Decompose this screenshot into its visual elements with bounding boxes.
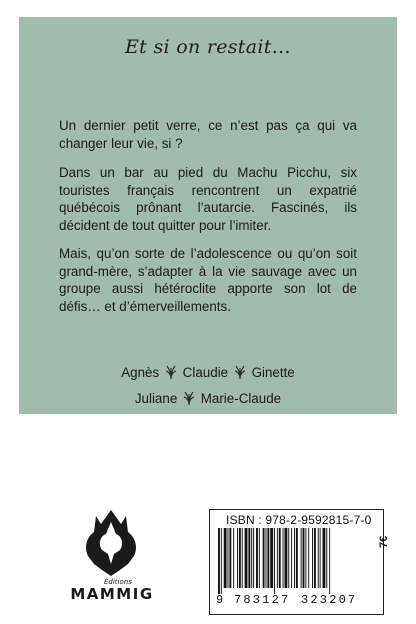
barcode-bar [318,528,319,588]
isbn-label: ISBN : 978-2-9592815-7-0 [226,513,372,527]
back-cover-panel [19,17,397,414]
authors-line-2 [19,391,397,406]
blurb-paragraph-1: Un dernier petit verre, ce n’est pas ça qui va changer leur vie, si ? [59,118,357,151]
barcode-bar [308,528,309,588]
barcode-bar [294,528,295,588]
barcode-bar [279,528,281,588]
barcode-bar [277,528,278,588]
barcode-bar [248,528,250,588]
author-name: Juliane [134,391,178,406]
grass-sprig-icon [234,365,246,379]
price-label: 7€ [378,535,390,548]
publisher-name: MAMMIG [70,585,154,603]
author-name: Ginette [251,365,295,380]
barcode-bar [267,528,269,588]
barcode-bar [263,528,265,588]
barcode-right-digits: 323207 [301,593,358,607]
barcode-bar [312,528,313,588]
barcode [214,528,362,594]
barcode-bar [296,528,298,588]
barcode-first-digit: 9 [216,593,224,607]
author-name: Agnès [121,365,160,380]
barcode-bar [237,528,238,588]
barcode-bar [256,528,258,588]
barcode-bar [270,528,273,588]
author-name: Marie-Claude [200,391,282,406]
grass-sprig-icon [183,391,195,405]
barcode-bar [228,528,229,588]
author-name: Claudie [182,365,229,380]
barcode-left-digits: 783127 [234,593,291,607]
barcode-bar [314,528,316,588]
barcode-bar [218,528,220,594]
barcode-bar [253,528,254,588]
grass-sprig-icon [165,365,177,379]
blurb-paragraph-3: Mais, qu’on sorte de l’adolescence ou qu’on soit grand-mère, s’adapter à la vie sauvage avec un groupe aussi hétéroclite apporte son lot de défis… et d’émerveillements. [59,246,357,314]
barcode-bar [320,528,321,588]
barcode-bar [305,528,306,588]
barcode-bar [229,528,231,588]
barcode-bar [251,528,252,588]
barcode-bar [301,528,302,588]
barcode-bar [291,528,292,588]
authors-line-1 [19,365,397,380]
barcode-bar [288,528,289,588]
barcode-bar [283,528,284,588]
barcode-bar [259,528,260,588]
barcode-bar [274,528,275,594]
barcode-bar [285,528,288,588]
blurb-paragraph-2: Dans un bar au pied du Machu Picchu, six touristes français rencontrent un expatrié québécois prônant l’autarcie. Fascinés, ils décident de tout quitter pour l’imiter. [59,165,357,233]
publisher-small-label: Éditions [104,578,132,586]
barcode-bar [303,528,305,588]
barcode-bar [221,528,222,594]
book-title: Et si on restait… [125,36,291,58]
barcode-bar [326,528,327,588]
barcode-bar [329,528,330,594]
barcode-bar [239,528,241,588]
barcode-bar [242,528,243,588]
barcode-bar [245,528,248,588]
barcode-bar [233,528,234,588]
barcode-bar [224,528,227,588]
barcode-bar [266,528,267,588]
barcode-bar [323,528,326,588]
